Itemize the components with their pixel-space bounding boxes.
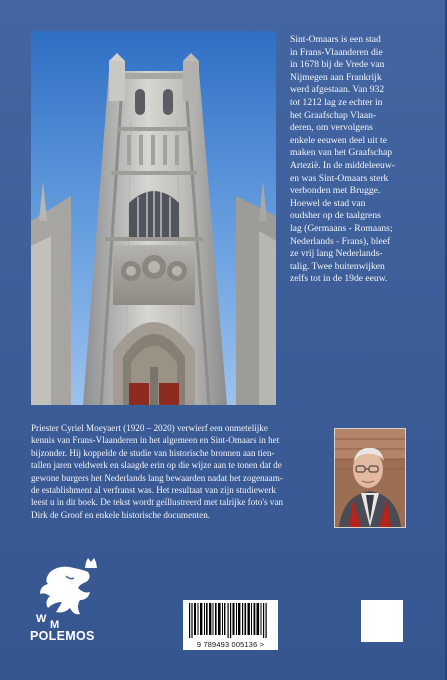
publisher-name: POLEMOS [30, 629, 95, 643]
intro-text [290, 34, 436, 286]
intro-line: maken van het Graafschap [290, 147, 393, 159]
author-portrait [334, 428, 406, 528]
intro-line: Sint-Omaars is een stad [290, 34, 381, 45]
intro-line: Nederlands - Frans), bleef [290, 235, 391, 247]
isbn-digits: 9 789493 005136 > [196, 640, 265, 649]
bio-line: tallen jaren veldwerk en slaagde erin op die wijze aan te tonen dat de [31, 460, 282, 471]
bio-line: Priester Cyriel Moeyaert (1920 – 2020) verwierf een onmetelijke [31, 423, 268, 433]
bio-line: Dirk de Groof en enkele historische documenten. [31, 509, 211, 520]
author-bio [31, 422, 325, 521]
intro-line: verbonden met Brugge. [290, 185, 381, 197]
isbn-barcode [183, 600, 278, 650]
intro-line: zelfs tot in de 19de eeuw. [290, 273, 388, 285]
bio-line: kennis van Frans-Vlaanderen in het algemeen en Sint-Omaars in het [31, 435, 280, 446]
intro-line: in 1678 bij de Vrede van [290, 59, 385, 71]
intro-line: talig. Twee buitenwijken [290, 260, 385, 272]
bio-line: gewone burgers het Nederlands lang bewaarden nadat het zogenaam- [31, 472, 283, 483]
intro-line: lag (Germaans - Romaans; [290, 222, 393, 234]
intro-line: in Frans-Vlaanderen die [290, 46, 383, 58]
price-box [361, 600, 403, 642]
intro-line: en was Sint-Omaars sterk [290, 172, 389, 184]
intro-line: Nijmegen aan Frankrijk [290, 71, 382, 83]
bio-line: de establishment al verfranst was. Het resultaat van zijn studiewerk [31, 485, 276, 496]
svg-text:W: W [36, 613, 47, 625]
bio-line: bijzonder. Hij koppelde de studie van historische bronnen aan tien- [31, 447, 275, 458]
intro-line: tot 1212 lag ze echter in [290, 96, 383, 108]
intro-line: Artezië. In de middeleeuw- [290, 159, 395, 171]
cathedral-photo [31, 31, 276, 405]
intro-line: werd afgestaan. Van 932 [290, 84, 385, 96]
intro-line: het Graafschap Vlaan- [290, 109, 377, 121]
intro-line: enkele eeuwen deel uit te [290, 134, 387, 146]
intro-line: oudsher op de taalgrens [290, 210, 381, 222]
intro-line: deren, om vervolgens [290, 122, 373, 134]
svg-text:M: M [50, 619, 60, 628]
intro-line: ze vrij lang Nederlands- [290, 248, 383, 260]
intro-line: Hoewel de stad van [290, 197, 366, 209]
bio-line: leest u in dit boek. De tekst wordt geïllustreerd met talrijke foto's van [31, 497, 283, 508]
